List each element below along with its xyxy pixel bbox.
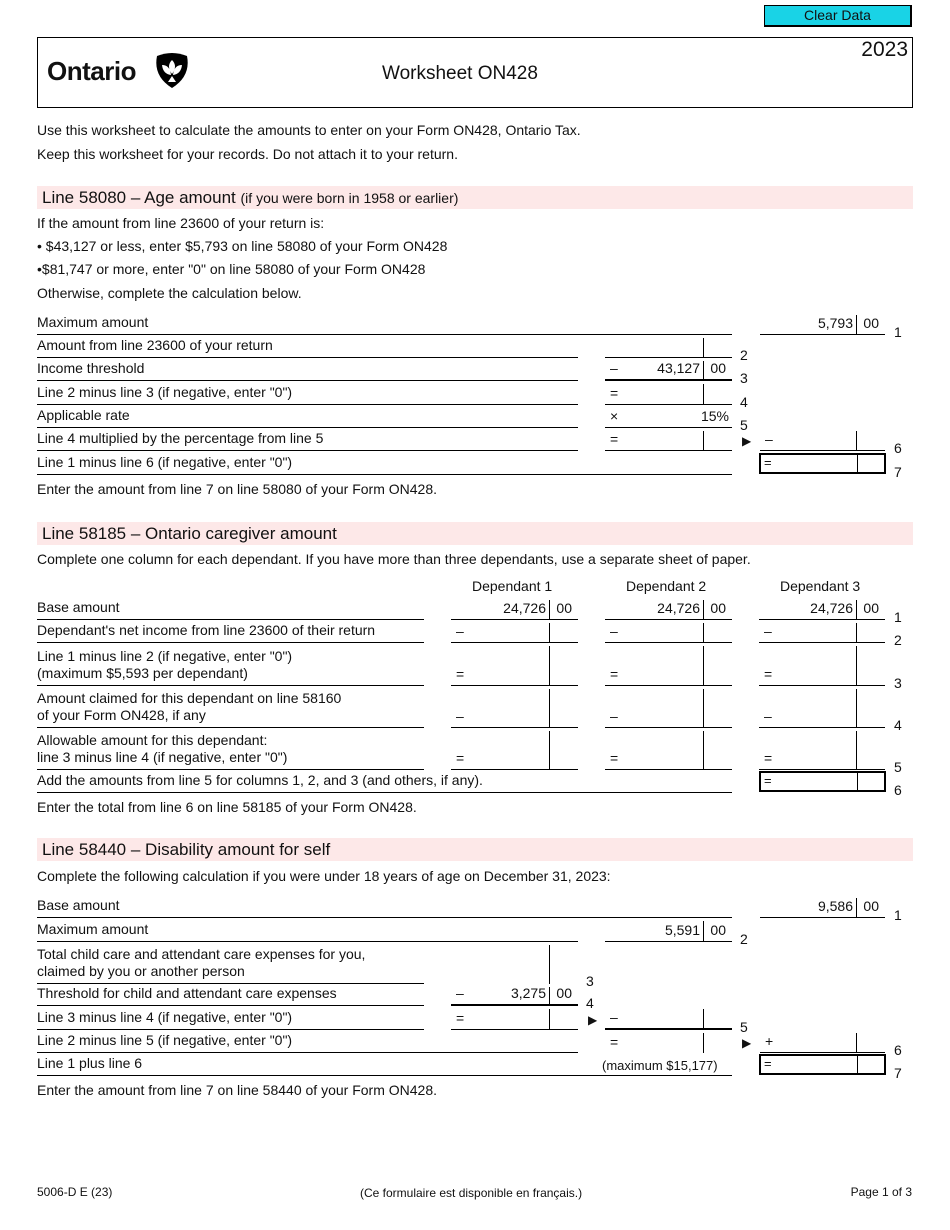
label-line: claimed by you or another person <box>37 963 245 979</box>
row-label <box>37 946 424 984</box>
line-6-field <box>760 1030 885 1053</box>
s3-row-7 <box>0 1053 950 1081</box>
dollars: 24,726 <box>810 600 853 616</box>
line-6-calc-field <box>605 1030 732 1053</box>
dollars: 9,586 <box>817 898 853 914</box>
caregiver-total-box <box>759 771 886 792</box>
dollars: 24,726 <box>657 600 700 616</box>
line-number: 3 <box>586 973 594 989</box>
line-number: 4 <box>586 995 594 1011</box>
intro-line: Use this worksheet to calculate the amounts to enter on your Form ON428, Ontario Tax. <box>37 122 581 138</box>
s1-row-5 <box>0 405 950 433</box>
s1-row-4 <box>0 381 950 410</box>
label-line: Amount claimed for this dependant on line 58160 <box>37 690 342 706</box>
row-label: Add the amounts from line 5 for columns 1, 2, and 3 (and others, if any). <box>37 772 732 793</box>
line-number: 1 <box>894 609 902 625</box>
dep1-line-3-field <box>451 643 578 686</box>
line-23600-input[interactable] <box>605 335 732 358</box>
s2-row-3 <box>0 643 950 691</box>
maximum-amount-field <box>760 312 885 335</box>
s1-row-1 <box>0 312 950 340</box>
row-label: Maximum amount <box>37 921 578 942</box>
tax-year: 2023 <box>861 38 908 61</box>
s1-row-6 <box>0 428 950 456</box>
s2-row-2 <box>0 620 950 648</box>
line-number: 5 <box>740 1019 748 1035</box>
cents: 00 <box>863 315 879 331</box>
dollars: 5,591 <box>664 922 700 938</box>
dep1-claimed-input[interactable] <box>451 686 578 728</box>
dollars: 5,793 <box>817 315 853 331</box>
s1-row-7 <box>0 451 950 480</box>
maximum-note: (maximum $15,177) <box>602 1058 718 1073</box>
s3-row-5 <box>0 1006 950 1035</box>
minus-sign: – <box>610 708 618 724</box>
column-header: Dependant 1 <box>472 578 553 594</box>
instruction-text: If the amount from line 23600 of your return is: <box>37 215 325 231</box>
times-sign: × <box>610 408 619 424</box>
label-line: (maximum $5,593 per dependant) <box>37 665 248 681</box>
equals-sign: = <box>764 1056 772 1071</box>
care-threshold-field <box>451 984 578 1006</box>
dep3-line-3-field <box>759 643 885 686</box>
dep3-allowable-field <box>759 728 885 770</box>
s3-row-1 <box>0 895 950 923</box>
line-5-calc-field <box>451 1006 578 1030</box>
dep3-base-field <box>759 597 885 620</box>
row-label: Threshold for child and attendant care expenses <box>37 985 424 1006</box>
label-line: line 3 minus line 4 (if negative, enter "0") <box>37 749 288 765</box>
dep2-line-3-field <box>605 643 732 686</box>
line-4-field <box>605 381 732 405</box>
dep1-base-field <box>451 597 578 620</box>
label-line: of your Form ON428, if any <box>37 707 206 723</box>
page-number: Page 1 of 3 <box>850 1185 912 1199</box>
equals-sign: = <box>456 750 465 766</box>
line-6-calc-field <box>605 428 732 451</box>
cents: 00 <box>863 898 879 914</box>
cents: 00 <box>710 600 726 616</box>
equals-sign: = <box>456 1010 465 1026</box>
line-number: 2 <box>740 931 748 947</box>
section-header-58440 <box>37 838 913 861</box>
dep2-net-income-input[interactable] <box>605 620 732 643</box>
arrow-right-icon: ▶ <box>742 434 752 448</box>
arrow-right-icon: ▶ <box>742 1036 752 1050</box>
line-number: 6 <box>894 1042 902 1058</box>
s3-row-3 <box>0 942 950 989</box>
section-header-58185 <box>37 522 913 545</box>
line-number: 4 <box>894 717 902 733</box>
cents: 00 <box>710 922 726 938</box>
column-header: Dependant 3 <box>780 578 861 594</box>
instruction-text: Enter the amount from line 7 on line 58440 of your Form ON428. <box>37 1082 437 1098</box>
minus-sign: – <box>610 623 618 639</box>
row-label: Base amount <box>37 599 424 620</box>
line-number: 6 <box>894 440 902 456</box>
row-label: Line 2 minus line 3 (if negative, enter "0") <box>37 384 578 405</box>
label-line: Total child care and attendant care expenses for you, <box>37 946 366 962</box>
dep2-claimed-input[interactable] <box>605 686 732 728</box>
dollars: 3,275 <box>510 985 546 1001</box>
row-label <box>37 690 424 728</box>
equals-sign: = <box>764 666 773 682</box>
section-title: Line 58185 – Ontario caregiver amount <box>42 524 337 543</box>
dep2-allowable-field <box>605 728 732 770</box>
column-header: Dependant 2 <box>626 578 707 594</box>
minus-sign: – <box>456 623 464 639</box>
section-title: Line 58080 – Age amount <box>42 188 236 207</box>
dep3-claimed-input[interactable] <box>759 686 885 728</box>
line-number: 3 <box>894 675 902 691</box>
page-title: Worksheet ON428 <box>382 63 538 84</box>
label-line: Allowable amount for this dependant: <box>37 732 268 748</box>
s3-row-4 <box>0 984 950 1011</box>
cents: 00 <box>556 600 572 616</box>
instruction-text: Enter the amount from line 7 on line 58080 of your Form ON428. <box>37 481 437 497</box>
ontario-logo-text: Ontario <box>47 56 136 86</box>
dep2-base-field <box>605 597 732 620</box>
plus-sign: + <box>765 1033 774 1049</box>
equals-sign: = <box>764 750 773 766</box>
equals-sign: = <box>610 750 619 766</box>
cents: 00 <box>556 985 572 1001</box>
s3-row-2 <box>0 918 950 947</box>
intro-line: Keep this worksheet for your records. Do not attach it to your return. <box>37 146 458 162</box>
section-title: Line 58440 – Disability amount for self <box>42 840 331 859</box>
cents: 00 <box>863 600 879 616</box>
equals-sign: = <box>764 455 772 470</box>
form-code: 5006-D E (23) <box>37 1185 113 1199</box>
s1-row-3 <box>0 358 950 386</box>
instruction-text: Enter the total from line 6 on line 58185 of your Form ON428. <box>37 799 417 815</box>
instruction-text: Complete one column for each dependant. If you have more than three dependants, use a separate sheet of paper. <box>37 551 751 567</box>
equals-sign: = <box>610 1034 619 1050</box>
clear-data-button[interactable]: Clear Data <box>764 5 912 27</box>
equals-sign: = <box>610 666 619 682</box>
minus-sign: – <box>456 708 464 724</box>
line-5-field <box>605 1006 732 1030</box>
line-number: 3 <box>740 370 748 386</box>
line-number: 1 <box>894 324 902 340</box>
row-label <box>37 732 424 770</box>
s2-row-6 <box>0 770 950 798</box>
minus-sign: – <box>764 708 772 724</box>
disability-total-box <box>759 1054 886 1075</box>
line-number: 2 <box>894 632 902 648</box>
dollars: 24,726 <box>503 600 546 616</box>
instruction-text: • $43,127 or less, enter $5,793 on line 58080 of your Form ON428 <box>37 238 448 254</box>
cents: 00 <box>710 360 726 376</box>
dollars: 43,127 <box>657 360 700 376</box>
line-number: 5 <box>894 759 902 775</box>
row-label: Income threshold <box>37 360 578 381</box>
row-label: Amount from line 23600 of your return <box>37 337 578 358</box>
minus-sign: – <box>456 985 464 1001</box>
row-label: Maximum amount <box>37 314 732 335</box>
line-number: 4 <box>740 394 748 410</box>
equals-sign: = <box>610 431 619 447</box>
disability-maximum-field <box>605 918 732 942</box>
equals-sign: = <box>764 773 772 788</box>
line-number: 7 <box>894 464 902 480</box>
row-label: Line 1 plus line 6 <box>37 1055 732 1076</box>
s1-row-2 <box>0 335 950 363</box>
line-number: 6 <box>894 782 902 798</box>
instruction-text: Complete the following calculation if you were under 18 years of age on December 31, 2023: <box>37 868 611 884</box>
s3-row-6 <box>0 1030 950 1058</box>
disability-base-field <box>760 895 885 918</box>
minus-sign: – <box>765 431 773 447</box>
income-threshold-field <box>605 358 732 381</box>
line-number: 5 <box>740 417 748 433</box>
equals-sign: = <box>610 385 619 401</box>
minus-sign: – <box>610 1009 618 1025</box>
dep3-net-income-input[interactable] <box>759 620 885 643</box>
line-6-field <box>760 428 885 451</box>
line-number: 7 <box>894 1065 902 1081</box>
line-number: 2 <box>740 347 748 363</box>
instruction-text: Otherwise, complete the calculation below. <box>37 285 302 301</box>
instruction-text: •$81,747 or more, enter "0" on line 58080 of your Form ON428 <box>37 261 426 277</box>
row-label: Line 3 minus line 4 (if negative, enter "0") <box>37 1009 424 1030</box>
minus-sign: – <box>610 360 618 376</box>
care-expenses-input[interactable] <box>451 942 578 984</box>
applicable-rate-field <box>605 405 732 428</box>
equals-sign: = <box>456 666 465 682</box>
arrow-right-icon: ▶ <box>588 1013 598 1027</box>
dep1-allowable-field <box>451 728 578 770</box>
row-label <box>37 648 424 686</box>
s2-row-4 <box>0 686 950 733</box>
french-note: (Ce formulaire est disponible en français.) <box>360 1186 583 1200</box>
dep1-net-income-input[interactable] <box>451 620 578 643</box>
row-label: Dependant's net income from line 23600 of their return <box>37 622 424 643</box>
section-header-58080 <box>37 186 913 209</box>
label-line: Line 1 minus line 2 (if negative, enter "0") <box>37 648 293 664</box>
section-subtitle: (if you were born in 1958 or earlier) <box>240 190 459 206</box>
row-label: Line 4 multiplied by the percentage from line 5 <box>37 430 578 451</box>
line-7-total-box <box>759 453 886 474</box>
row-label: Base amount <box>37 897 732 918</box>
header-box <box>37 37 913 108</box>
row-label: Line 2 minus line 5 (if negative, enter "0") <box>37 1032 578 1053</box>
minus-sign: – <box>764 623 772 639</box>
s2-row-5 <box>0 728 950 775</box>
row-label: Line 1 minus line 6 (if negative, enter "0") <box>37 454 732 475</box>
rate-value: 15% <box>700 408 729 424</box>
row-label: Applicable rate <box>37 407 578 428</box>
ontario-trillium-logo-icon <box>153 52 191 90</box>
line-number: 1 <box>894 907 902 923</box>
s2-row-1 <box>0 597 950 625</box>
